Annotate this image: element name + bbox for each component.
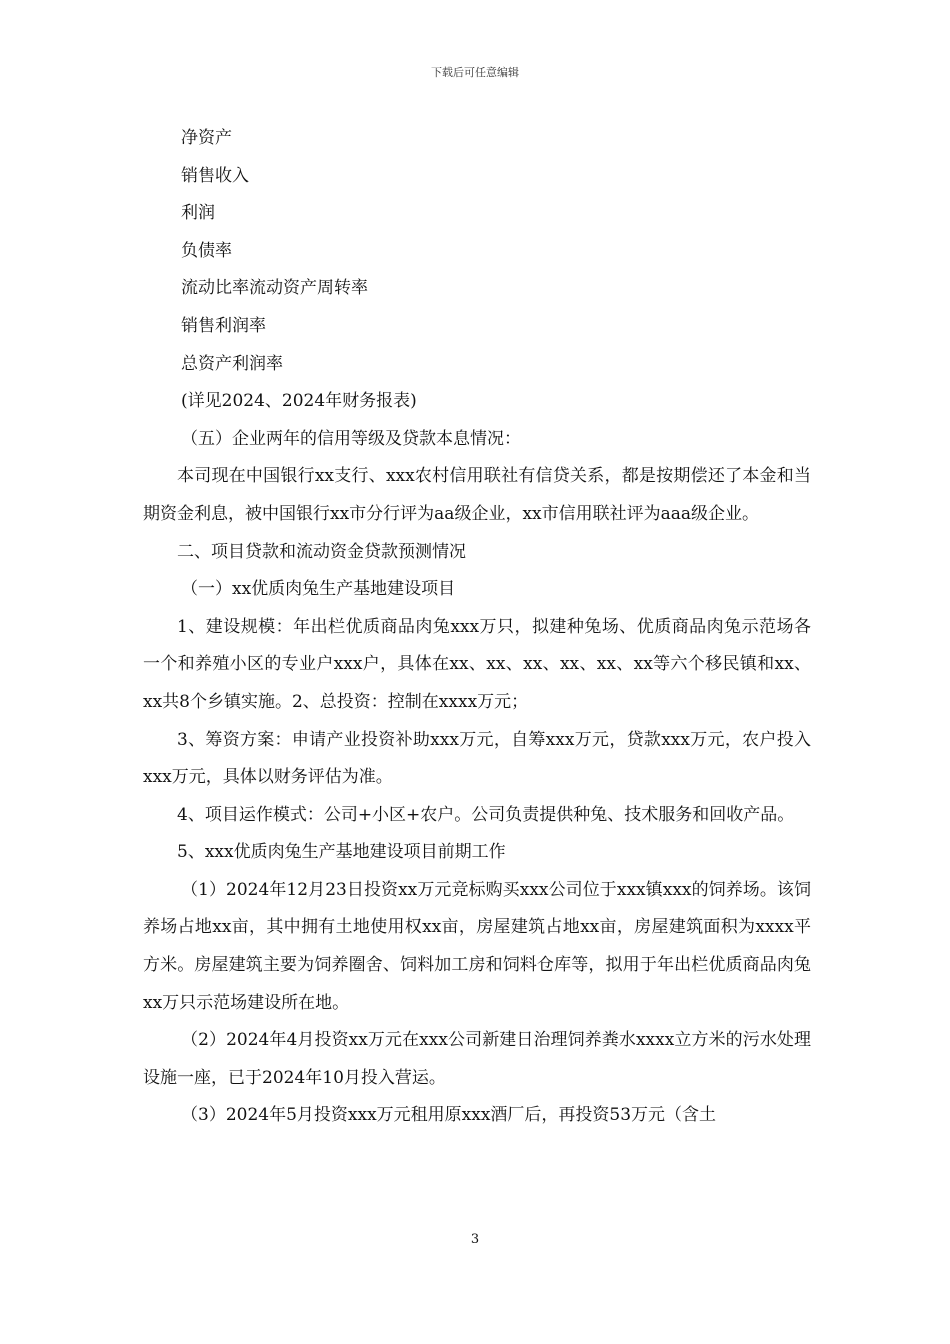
paragraph-operation-mode: 4、项目运作模式：公司+小区+农户。公司负责提供种兔、技术服务和回收产品。 bbox=[177, 804, 795, 825]
page-header: 下载后可任意编辑 bbox=[431, 66, 519, 79]
indicator-item: 总资产利润率 bbox=[181, 353, 283, 374]
paragraph-credit: 本司现在中国银行xx支行、xxx农村信用联社有信贷关系，都是按期偿还了本金和当期资金利息，被中国银行xx市分行评为aa级企业，xx市信用联社评为aaa级企业。 bbox=[143, 466, 811, 524]
subsection-heading-project: （一）xx优质肉兔生产基地建设项目 bbox=[181, 579, 456, 600]
paragraph-item-3: （3）2024年5月投资xxx万元租用原xxx酒厂后，再投资53万元（含土 bbox=[181, 1105, 717, 1126]
indicator-item: 销售利润率 bbox=[181, 315, 266, 336]
section-heading-loan-forecast: 二、项目贷款和流动资金贷款预测情况 bbox=[177, 541, 466, 562]
paragraph-preliminary-work: 5、xxx优质肉兔生产基地建设项目前期工作 bbox=[177, 842, 506, 863]
paragraph-item-2: （2）2024年4月投资xx万元在xxx公司新建日治理饲养粪水xxxx立方米的污水处理设施一座，已于2024年10月投入营运。 bbox=[143, 1030, 811, 1088]
indicator-item: 流动比率流动资产周转率 bbox=[181, 278, 368, 299]
indicator-list bbox=[143, 120, 811, 421]
financial-report-note: (详见2024、2024年财务报表) bbox=[181, 391, 417, 412]
indicator-item: 净资产 bbox=[181, 128, 232, 148]
paragraph-financing: 3、筹资方案：申请产业投资补助xxx万元，自筹xxx万元，贷款xxx万元，农户投入xxx万元，具体以财务评估为准。 bbox=[143, 729, 811, 788]
paragraph-item-1: （1）2024年12月23日投资xx万元竞标购买xxx公司位于xxx镇xxx的饲养场。该饲养场占地xx亩，其中拥有土地使用权xx亩，房屋建筑占地xx亩，房屋建筑面积为xxxx平方米。房屋建筑主要为饲养圈舍、饲料加工房和饲料仓库等，拟用于年出栏优质商品肉兔xx万只示范场建设所在地。 bbox=[143, 879, 811, 1013]
document-body bbox=[143, 120, 811, 1135]
page-number: 3 bbox=[470, 1232, 480, 1247]
indicator-item: 利润 bbox=[181, 203, 215, 224]
indicator-item: 负债率 bbox=[181, 240, 232, 261]
section-heading-credit: （五）企业两年的信用等级及贷款本息情况： bbox=[181, 428, 521, 449]
paragraph-scale: 1、建设规模：年出栏优质商品肉兔xxx万只，拟建种兔场、优质商品肉兔示范场各一个和养殖小区的专业户xxx户，具体在xx、xx、xx、xx、xx、xx等六个移民镇和xx、xx共8个乡镇实施。2、总投资：控制在xxxx万元； bbox=[143, 616, 811, 712]
indicator-item: 销售收入 bbox=[181, 165, 249, 186]
